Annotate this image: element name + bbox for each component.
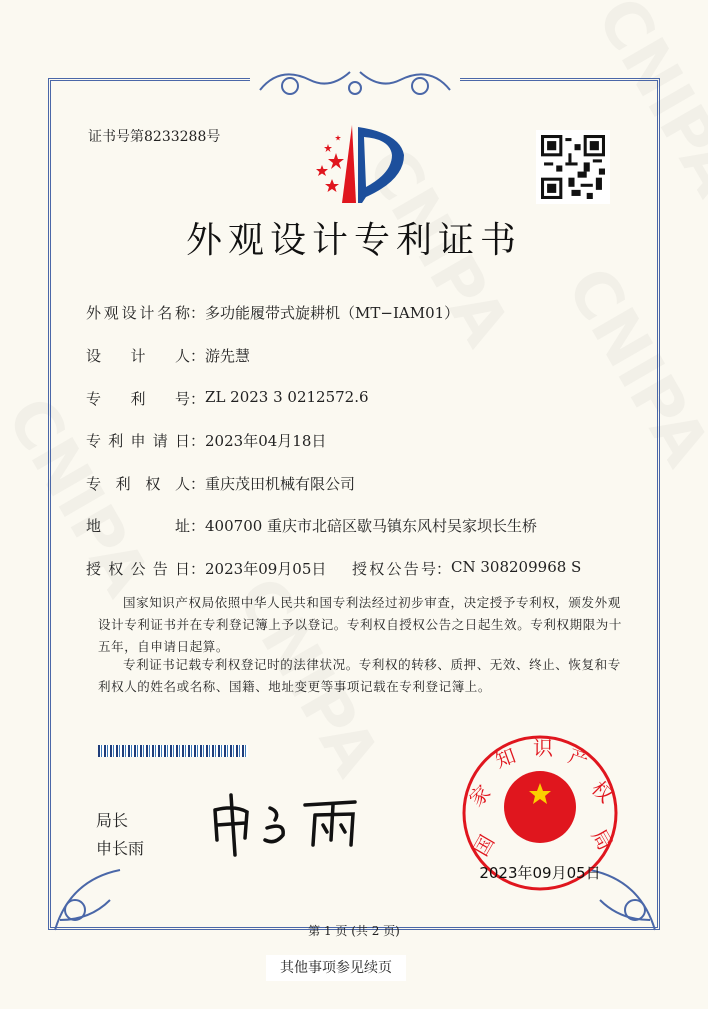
certificate-number: 证书号第8233288号 <box>88 129 221 145</box>
svg-text:权: 权 <box>586 776 618 808</box>
field-grant-number: 授权公告号 ： CN 308209968 S <box>352 558 582 578</box>
svg-text:局: 局 <box>586 824 618 855</box>
barcode <box>98 745 248 757</box>
cnipa-logo <box>300 125 410 205</box>
continuation-note: 其他事项参见续页 <box>266 955 406 981</box>
field-label: 专利权人 <box>86 475 190 493</box>
field-address: 地址 ： 400700 重庆市北碚区歇马镇东风村吴家坝长生桥 <box>86 517 538 535</box>
signatory-title: 局长 <box>96 811 129 830</box>
svg-text:产: 产 <box>565 743 593 773</box>
field-application-date: 专利申请日 ： 2023年04月18日 <box>86 432 327 450</box>
svg-text:国: 国 <box>468 830 500 861</box>
field-label: 专利号 <box>86 390 190 408</box>
field-value: 重庆茂田机械有限公司 <box>205 475 356 493</box>
qr-code[interactable] <box>536 130 610 204</box>
field-patentee: 专利权人 ： 重庆茂田机械有限公司 <box>86 475 356 493</box>
statement-paragraph: 专利证书记载专利权登记时的法律状况。专利权的转移、质押、无效、终止、恢复和专利权人的姓名或名称、国籍、地址变更等事项记载在专利登记簿上。 <box>98 657 621 694</box>
official-seal <box>455 735 625 895</box>
seal-date: 2023年09月05日 <box>479 864 601 882</box>
field-value: 游先慧 <box>205 347 251 365</box>
signatory-name: 申长雨 <box>96 839 145 858</box>
svg-text:识: 识 <box>533 736 553 760</box>
field-designer: 设计人 ： 游先慧 <box>86 347 251 365</box>
handwritten-signature <box>205 790 365 860</box>
field-value: CN 308209968 S <box>451 558 582 576</box>
field-label: 授权公告号 <box>352 560 436 578</box>
field-label: 设计人 <box>86 347 190 365</box>
certificate-title: 外观设计专利证书 <box>185 220 522 261</box>
svg-text:家: 家 <box>464 780 496 812</box>
field-label: 专利申请日 <box>86 432 190 450</box>
field-value: 2023年04月18日 <box>205 432 327 450</box>
field-value: 400700 重庆市北碚区歇马镇东风村吴家坝长生桥 <box>205 517 538 535</box>
field-value: 2023年09月05日 <box>205 560 327 578</box>
top-ornament <box>250 60 460 102</box>
field-patent-number: 专利号 ： ZL 2023 3 0212572.6 <box>86 388 369 408</box>
field-value: 多功能履带式旋耕机（MT−IAM01） <box>205 304 460 322</box>
svg-text:知: 知 <box>491 743 519 773</box>
field-label: 外观设计名称 <box>86 304 190 322</box>
statement-paragraph: 国家知识产权局依照中华人民共和国专利法经过初步审查，决定授予专利权，颁发外观设计专利证书并在专利登记簿上予以登记。专利权自授权公告之日起生效。专利权期限为十五年，自申请日起算。 <box>98 595 623 654</box>
field-design-name: 外观设计名称 ： 多功能履带式旋耕机（MT−IAM01） <box>86 304 460 322</box>
page-indicator: 第 1 页 (共 2 页) <box>308 924 400 938</box>
field-label: 授权公告日 <box>86 560 190 578</box>
field-grant-date: 授权公告日 ： 2023年09月05日 <box>86 560 327 578</box>
field-value: ZL 2023 3 0212572.6 <box>205 388 369 406</box>
field-label: 地址 <box>86 517 190 535</box>
